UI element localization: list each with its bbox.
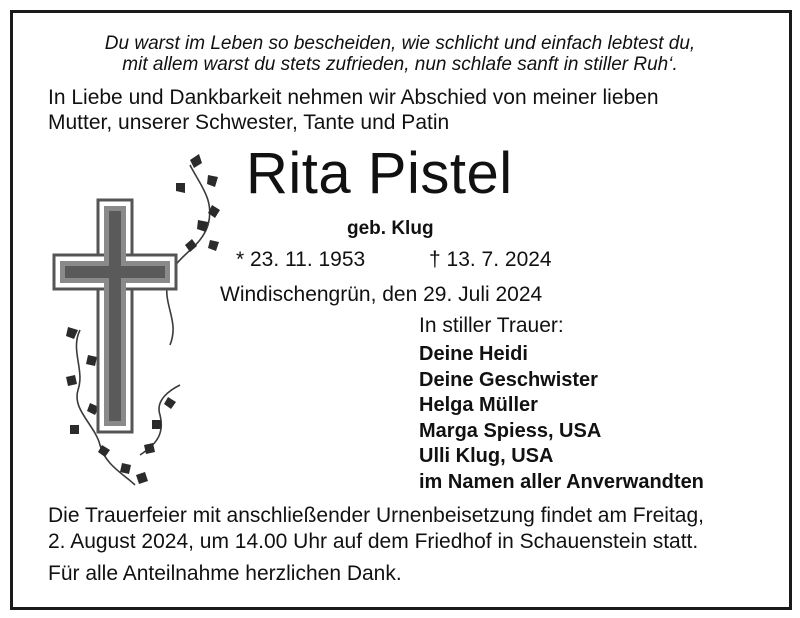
intro-line-1: In Liebe und Dankbarkeit nehmen wir Abschied von meiner lieben bbox=[48, 86, 659, 109]
place-and-date: Windischengrün, den 29. Juli 2024 bbox=[220, 283, 543, 306]
mourner-item: Helga Müller bbox=[419, 394, 538, 416]
poem bbox=[0, 33, 800, 75]
intro-line-2: Mutter, unserer Schwester, Tante und Patin bbox=[48, 111, 450, 134]
mourner-item: Deine Heidi bbox=[419, 343, 528, 365]
mourners-list bbox=[419, 342, 704, 495]
funeral-info bbox=[48, 503, 768, 555]
ivy-icon bbox=[76, 165, 209, 485]
poem-line-1: Du warst im Leben so bescheiden, wie schlicht und einfach lebtest du, bbox=[104, 33, 696, 54]
funeral-line-1: Die Trauerfeier mit anschließender Urnenbeisetzung findet am Freitag, bbox=[48, 504, 704, 527]
thanks-text: Für alle Anteilnahme herzlichen Dank. bbox=[48, 562, 402, 585]
mourner-item: Ulli Klug, USA bbox=[419, 445, 554, 467]
ivy-leaves bbox=[66, 154, 220, 484]
deceased-name: Rita Pistel bbox=[246, 141, 513, 206]
mourner-item: Deine Geschwister bbox=[419, 368, 598, 391]
mourning-label: In stiller Trauer: bbox=[419, 314, 564, 337]
born-name: geb. Klug bbox=[347, 218, 434, 239]
cross-icon bbox=[54, 200, 176, 432]
poem-line-2: mit allem warst du stets zufrieden, nun schlafe sanft in stiller Ruh‘. bbox=[122, 54, 678, 75]
mourner-item: Marga Spiess, USA bbox=[419, 419, 602, 442]
mourner-item: im Namen aller Anverwandten bbox=[419, 470, 704, 493]
intro-text bbox=[48, 85, 768, 135]
cross-with-ivy-illustration bbox=[40, 145, 240, 490]
life-dates bbox=[236, 247, 552, 273]
funeral-line-2: 2. August 2024, um 14.00 Uhr auf dem Friedhof in Schauenstein statt. bbox=[48, 530, 699, 553]
death-date: † 13. 7. 2024 bbox=[429, 248, 552, 271]
birth-date: * 23. 11. 1953 bbox=[236, 248, 366, 271]
